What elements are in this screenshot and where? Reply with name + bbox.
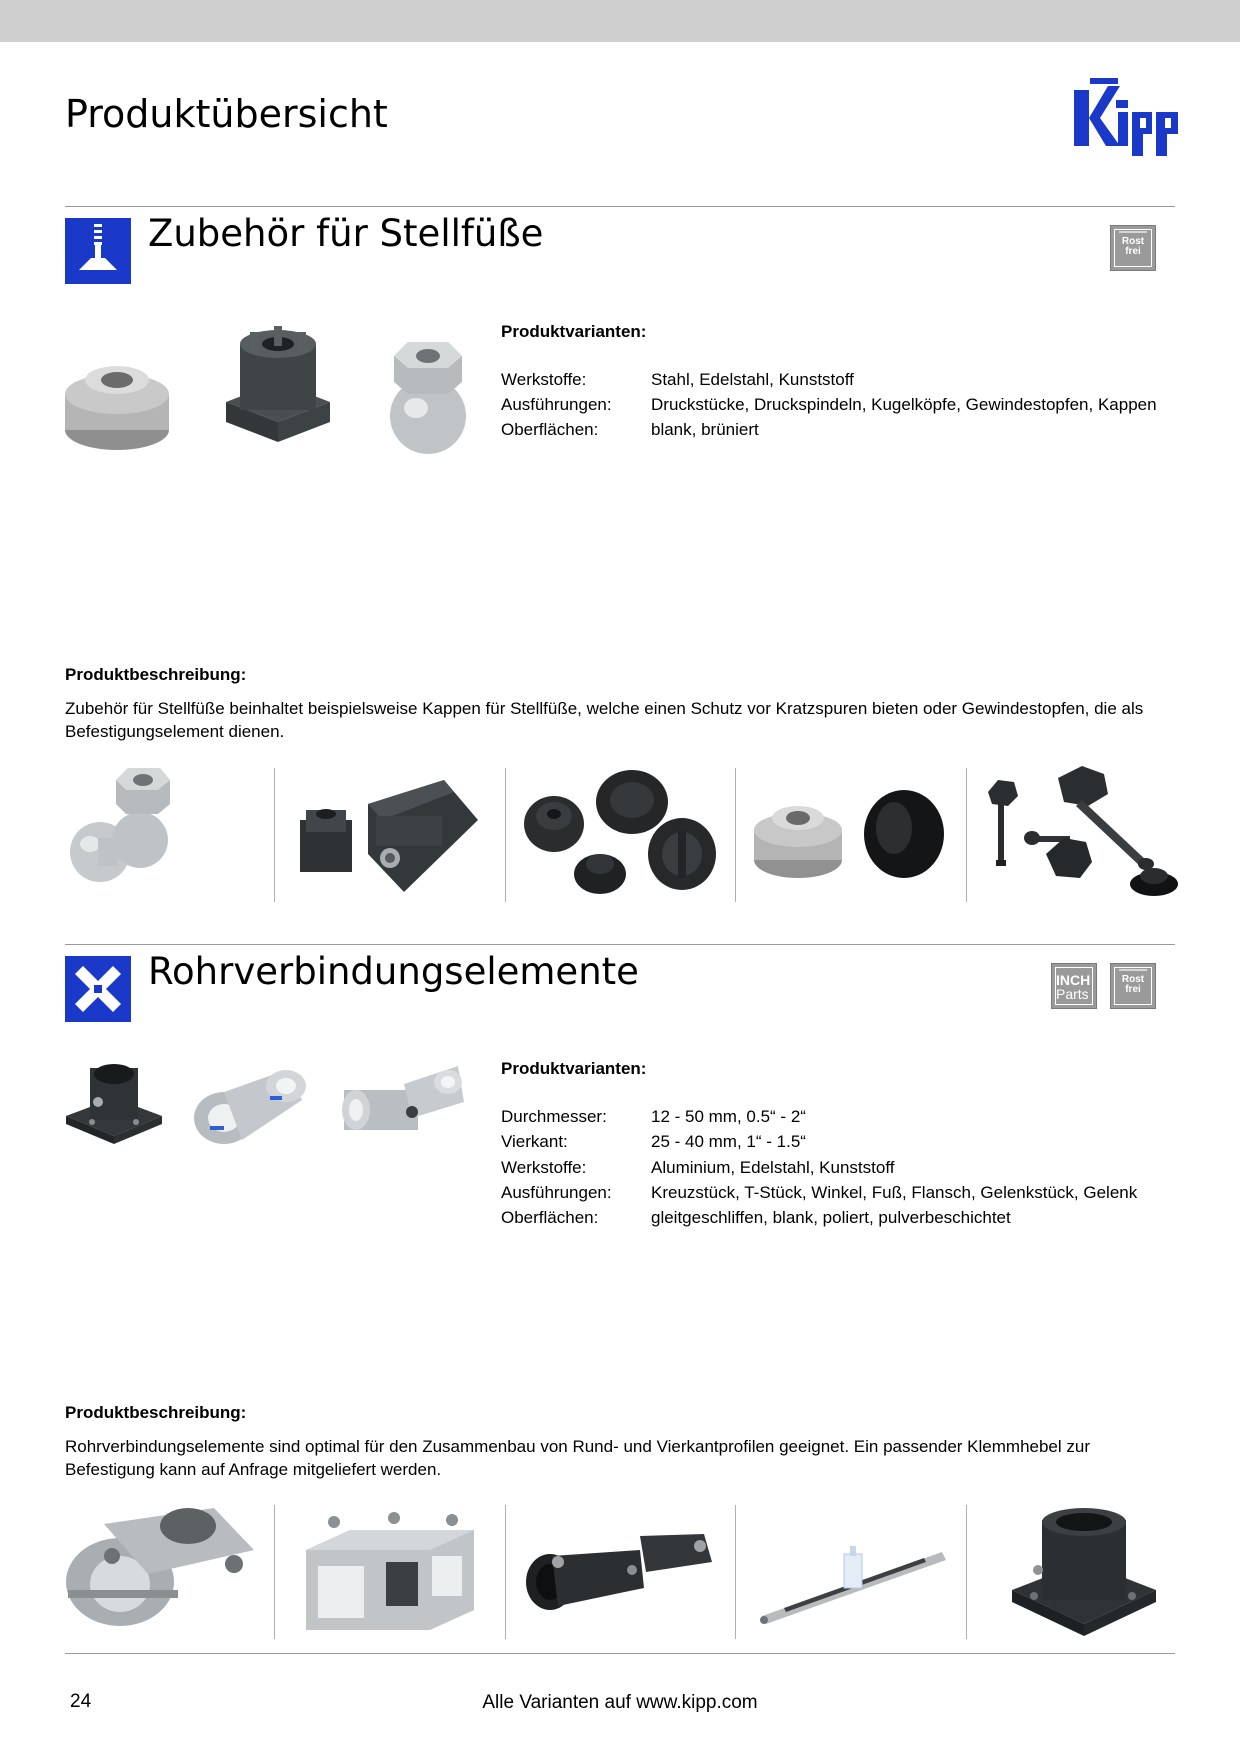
description-text: Zubehör für Stellfüße beinhaltet beispielsweise Kappen für Stellfüße, welche einen Schutz vor Kratzspuren bieten oder Gewindestopfen, die als Befestigungselement dienen. [65, 699, 1144, 741]
column-divider [966, 768, 967, 902]
section-divider [65, 944, 1175, 945]
square-tube-cap-image [222, 322, 334, 450]
column-divider [274, 1505, 275, 1639]
tube-rod-with-clamp-image [754, 1528, 950, 1626]
black-base-flange-image [1008, 1506, 1160, 1640]
section-title: Zubehör für Stellfüße [148, 212, 544, 255]
column-divider [735, 768, 736, 902]
square-plug-image [294, 776, 486, 896]
tube-connector-icon [65, 956, 131, 1022]
footer-text: Alle Varianten auf www.kipp.com [482, 1692, 758, 1713]
description-text: Rohrverbindungselemente sind optimal für den Zusammenbau von Rund- und Vierkantprofilen geeignet. Ein passender Klemmhebel zur Befestigung kann auf Anfrage mitgeliefert werden. [65, 1437, 1091, 1479]
aluminium-swivel-clamp-image [340, 1056, 468, 1148]
square-tube-connector-image [300, 1510, 480, 1638]
ball-cap-nut-image [64, 766, 170, 898]
column-divider [966, 1505, 967, 1639]
kipp-logo [1068, 72, 1190, 164]
description-heading: Produktbeschreibung: [65, 1403, 247, 1422]
plastic-caps-image [522, 768, 716, 896]
column-divider [735, 1505, 736, 1639]
column-divider [274, 768, 275, 902]
pressure-spindles-image [984, 766, 1180, 902]
description-heading: Produktbeschreibung: [65, 665, 247, 684]
edelstahl-rostfrei-badge: Rost frei [1110, 225, 1156, 271]
section-title: Rohrverbindungselemente [148, 950, 639, 993]
column-divider [505, 768, 506, 902]
ball-head-image [386, 338, 470, 456]
page-number: 24 [70, 1691, 92, 1712]
black-swivel-connector-image [522, 1522, 718, 1618]
black-flange-connector-image [62, 1060, 166, 1148]
top-bar [0, 0, 1240, 42]
stainless-cross-clamp-image [64, 1504, 258, 1636]
page-title: Produktübersicht [65, 92, 388, 136]
section-divider [65, 206, 1175, 207]
pressure-pad-image [62, 350, 172, 454]
pad-and-plastic-cap-image [752, 788, 948, 888]
column-divider [505, 1505, 506, 1639]
aluminium-cross-clamp-image [190, 1060, 310, 1152]
leveling-foot-icon [65, 218, 131, 284]
edelstahl-rostfrei-badge: Rost frei [1110, 963, 1156, 1009]
variants-heading: Produktvarianten: [501, 322, 647, 341]
inch-parts-badge: INCH Parts [1051, 963, 1097, 1009]
footer-divider [65, 1653, 1175, 1654]
variants-heading: Produktvarianten: [501, 1059, 647, 1078]
